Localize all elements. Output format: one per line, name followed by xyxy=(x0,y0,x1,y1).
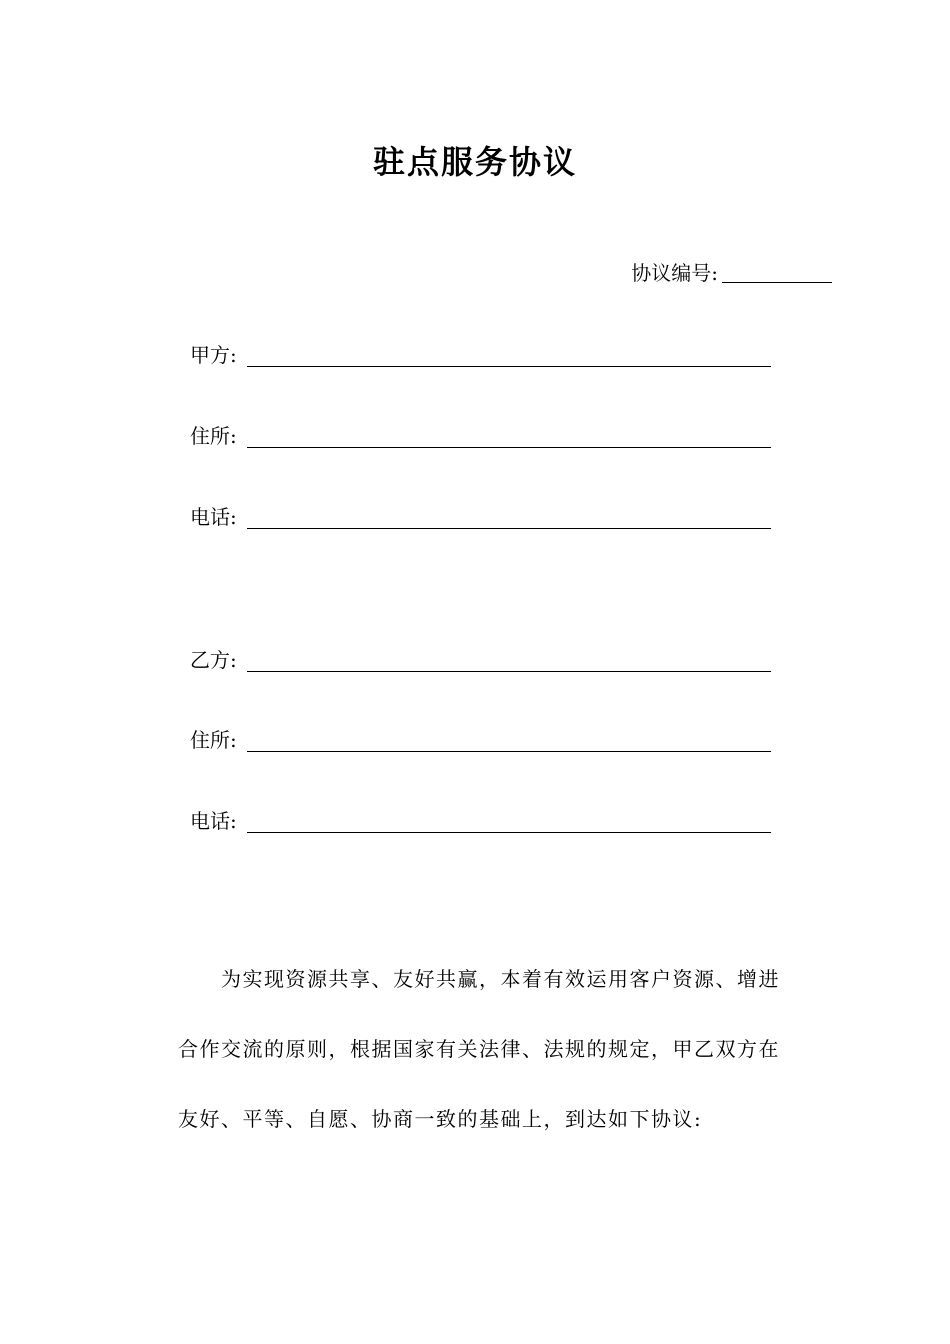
party-a-address-blank xyxy=(247,425,771,448)
agreement-number-blank xyxy=(722,264,832,283)
party-a-address-row xyxy=(190,421,771,451)
party-b-address-label: 住所: xyxy=(190,728,237,752)
intro-paragraph xyxy=(178,944,808,1154)
party-a-phone-row xyxy=(190,502,771,532)
party-b-name-blank xyxy=(247,649,771,672)
party-b-address-row xyxy=(190,725,771,755)
party-a-name-label: 甲方: xyxy=(190,343,237,367)
party-a-name-blank xyxy=(247,344,771,367)
document-title: 驻点服务协议 xyxy=(372,143,577,181)
intro-line: 合作交流的原则，根据国家有关法律、法规的规定，甲乙双方在 xyxy=(178,1037,780,1061)
party-a-phone-blank xyxy=(247,506,771,529)
party-a-address-label: 住所: xyxy=(190,424,237,448)
party-b-phone-row xyxy=(190,806,771,836)
party-a-phone-label: 电话: xyxy=(190,505,237,529)
agreement-number-label: 协议编号: xyxy=(631,261,718,285)
party-b-name-row xyxy=(190,645,771,675)
party-a-name-row xyxy=(190,340,771,370)
party-b-address-blank xyxy=(247,729,771,752)
intro-line: 友好、平等、自愿、协商一致的基础上，到达如下协议: xyxy=(178,1107,703,1131)
intro-line: 为实现资源共享、友好共赢，本着有效运用客户资源、增进 xyxy=(178,967,780,991)
party-b-phone-label: 电话: xyxy=(190,809,237,833)
party-b-name-label: 乙方: xyxy=(190,648,237,672)
agreement-number-row xyxy=(631,258,832,288)
party-b-phone-blank xyxy=(247,810,771,833)
